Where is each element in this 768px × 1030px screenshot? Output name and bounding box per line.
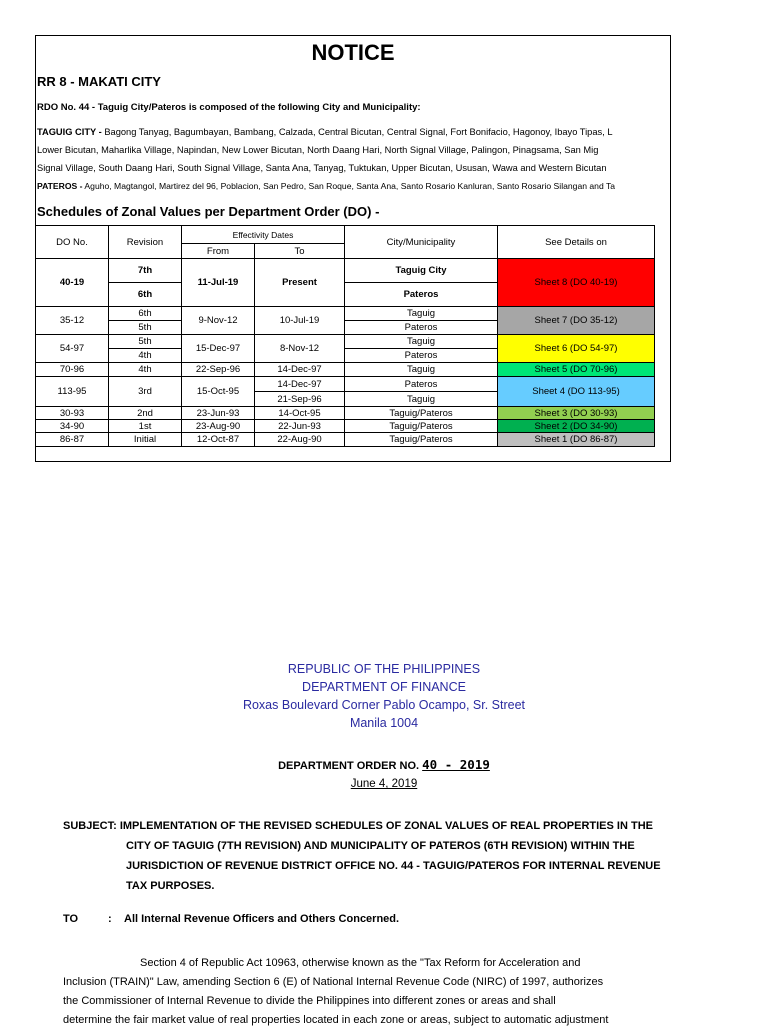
sheet-link[interactable]: Sheet 6 (DO 54-97) — [498, 335, 655, 363]
schedule-heading: Schedules of Zonal Values per Department Order (DO) - — [37, 204, 380, 219]
to-date: 21-Sep-96 — [255, 392, 345, 407]
body-line-1: Section 4 of Republic Act 10963, otherwise known as the "Tax Reform for Acceleration and — [140, 957, 581, 969]
sheet-link[interactable]: Sheet 3 (DO 30-93) — [498, 407, 655, 420]
city: Taguig/Pateros — [345, 407, 498, 420]
city: Pateros — [345, 349, 498, 363]
header-city: City/Municipality — [345, 226, 498, 259]
subject-line-4: TAX PURPOSES. — [126, 880, 215, 892]
from-date: 23-Aug-90 — [182, 420, 255, 433]
order-body — [63, 954, 768, 1030]
do-number: 30-93 — [36, 407, 109, 420]
from-date: 22-Sep-96 — [182, 363, 255, 377]
region-label: RR 8 - MAKATI CITY — [37, 74, 161, 89]
to-colon: : — [108, 913, 112, 925]
city: Pateros — [345, 321, 498, 335]
header-from: From — [182, 244, 255, 259]
do-schedule-table — [35, 225, 655, 447]
from-date: 23-Jun-93 — [182, 407, 255, 420]
to-date: 22-Jun-93 — [255, 420, 345, 433]
department-city: Manila 1004 — [349, 716, 419, 730]
city: Taguig/Pateros — [345, 433, 498, 447]
do-number: 113-95 — [36, 377, 109, 407]
revision: 4th — [109, 349, 182, 363]
order-label: DEPARTMENT ORDER NO. — [278, 760, 420, 772]
sheet-link[interactable]: Sheet 4 (DO 113-95) — [498, 377, 655, 407]
to-line — [63, 913, 399, 925]
revision: 6th — [109, 283, 182, 307]
header-effectivity: Effectivity Dates — [182, 226, 345, 244]
revision: 3rd — [109, 377, 182, 407]
republic-heading: REPUBLIC OF THE PHILIPPINES — [287, 662, 481, 676]
city: Taguig — [345, 307, 498, 321]
notice-title: NOTICE — [311, 40, 395, 65]
subject-block — [63, 816, 768, 896]
sheet-link[interactable]: Sheet 5 (DO 70-96) — [498, 363, 655, 377]
subject-line-2: CITY OF TAGUIG (7TH REVISION) AND MUNICIPALITY OF PATEROS (6TH REVISION) WITHIN THE — [126, 840, 635, 852]
taguig-barangays-line-2: Lower Bicutan, Maharlika Village, Napindan, New Lower Bicutan, North Daang Hari, North Signal Village, Palingon, Pinagsama, San Mig — [37, 145, 599, 155]
from-date: 11-Jul-19 — [182, 259, 255, 307]
do-number: 35-12 — [36, 307, 109, 335]
from-date: 9-Nov-12 — [182, 307, 255, 335]
pateros-label: PATEROS - — [37, 181, 83, 191]
city: Taguig — [345, 335, 498, 349]
city: Taguig — [345, 392, 498, 407]
revision: 1st — [109, 420, 182, 433]
city: Pateros — [345, 377, 498, 392]
revision: 5th — [109, 321, 182, 335]
to-label: TO — [63, 913, 79, 925]
city: Taguig City — [345, 259, 498, 283]
taguig-barangays-line-1 — [37, 127, 613, 137]
to-recipients: All Internal Revenue Officers and Others Concerned. — [124, 913, 400, 925]
do-number: 54-97 — [36, 335, 109, 363]
pateros-list: Aguho, Magtangol, Martirez del 96, Poblacion, San Pedro, San Roque, Santa Ana, Santo Rosario Kanluran, Santo Rosario Silangan and Ta — [82, 181, 616, 191]
pateros-barangays-line — [37, 181, 615, 191]
notice-box — [35, 35, 671, 462]
city: Taguig — [345, 363, 498, 377]
body-line-4: determine the fair market value of real properties located in each zone or areas, subject to automatic adjustment — [63, 1014, 609, 1026]
revision: 4th — [109, 363, 182, 377]
do-number: 70-96 — [36, 363, 109, 377]
to-date: Present — [255, 259, 345, 307]
subject-line-3: JURISDICTION OF REVENUE DISTRICT OFFICE NO. 44 - TAGUIG/PATEROS FOR INTERNAL REVENUE — [126, 860, 661, 872]
from-date: 12-Oct-87 — [182, 433, 255, 447]
to-date: 22-Aug-90 — [255, 433, 345, 447]
to-date: 14-Dec-97 — [255, 377, 345, 392]
do-number: 40-19 — [36, 259, 109, 307]
body-line-2: Inclusion (TRAIN)" Law, amending Section 6 (E) of National Internal Revenue Code (NIRC) of 1997, authorizes — [63, 976, 604, 988]
revision: 7th — [109, 259, 182, 283]
department-order-line — [0, 757, 768, 772]
order-date: June 4, 2019 — [350, 778, 418, 790]
taguig-label: TAGUIG CITY - — [37, 127, 102, 137]
revision: Initial — [109, 433, 182, 447]
to-date: 14-Oct-95 — [255, 407, 345, 420]
sheet-link[interactable]: Sheet 2 (DO 34-90) — [498, 420, 655, 433]
from-date: 15-Dec-97 — [182, 335, 255, 363]
from-date: 15-Oct-95 — [182, 377, 255, 407]
do-number: 34-90 — [36, 420, 109, 433]
city: Taguig/Pateros — [345, 420, 498, 433]
sheet-link[interactable]: Sheet 7 (DO 35-12) — [498, 307, 655, 335]
header-to: To — [255, 244, 345, 259]
revision: 5th — [109, 335, 182, 349]
order-number: 40 - 2019 — [422, 757, 490, 772]
to-date: 8-Nov-12 — [255, 335, 345, 363]
subject-line-1: SUBJECT: IMPLEMENTATION OF THE REVISED SCHEDULES OF ZONAL VALUES OF REAL PROPERTIES IN THE — [63, 820, 653, 832]
sheet-link[interactable]: Sheet 8 (DO 40-19) — [498, 259, 655, 307]
header-revision: Revision — [109, 226, 182, 259]
taguig-barangays-line-3: Signal Village, South Daang Hari, South Signal Village, Santa Ana, Tanyag, Tuktukan, Upper Bicutan, Ususan, Wawa and Western Bicutan — [37, 163, 607, 173]
taguig-list-1: Bagong Tanyag, Bagumbayan, Bambang, Calzada, Central Bicutan, Central Signal, Fort Bonifacio, Hagonoy, Ibayo Tipas, L — [101, 127, 613, 137]
to-date: 14-Dec-97 — [255, 363, 345, 377]
revision: 2nd — [109, 407, 182, 420]
header-do-no: DO No. — [36, 226, 109, 259]
header-details: See Details on — [498, 226, 655, 259]
to-date: 10-Jul-19 — [255, 307, 345, 335]
do-number: 86-87 — [36, 433, 109, 447]
revision: 6th — [109, 307, 182, 321]
department-heading: DEPARTMENT OF FINANCE — [302, 680, 466, 694]
rdo-description: RDO No. 44 - Taguig City/Pateros is composed of the following City and Municipality: — [37, 102, 421, 113]
city: Pateros — [345, 283, 498, 307]
body-line-3: the Commissioner of Internal Revenue to divide the Philippines into different zones or areas and shall — [63, 995, 556, 1007]
sheet-link[interactable]: Sheet 1 (DO 86-87) — [498, 433, 655, 447]
department-address: Roxas Boulevard Corner Pablo Ocampo, Sr. Street — [242, 698, 526, 712]
